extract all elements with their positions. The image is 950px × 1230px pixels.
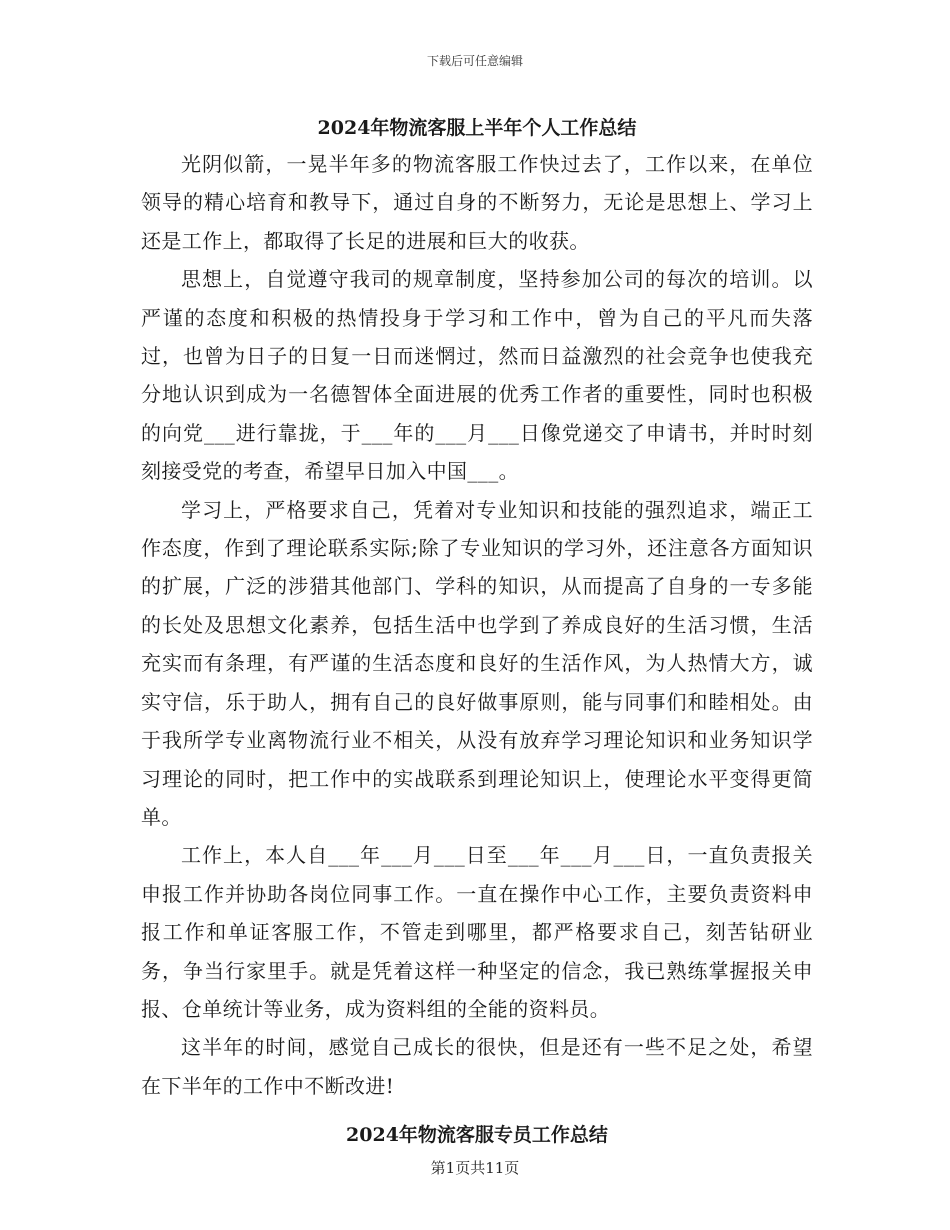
paragraph-intro: 光阴似箭，一晃半年多的物流客服工作快过去了，工作以来，在单位领导的精心培育和教导下，通过自身的不断努力，无论是思想上、学习上还是工作上，都取得了长足的进展和巨大的收获。 [141, 152, 813, 253]
next-section-title: 2024年物流客服专员工作总结 [346, 1124, 608, 1147]
page-footer: 第1页共11页 [430, 1159, 520, 1177]
document-title: 2024年物流客服上半年个人工作总结 [317, 117, 637, 139]
paragraph-work: 工作上，本人自___年___月___日至___年___月___日，一直负责报关申报工作并协助各岗位同事工作。一直在操作中心工作，主要负责资料申报工作和单证客服工作，不管走到哪里，都严格要求自己，刻苦钻研业务，争当行家里手。就是凭着这样一种坚定的信念，我已熟练掌握报关申报、仓单统计等业务，成为资料组的全能的资料员。 [141, 843, 813, 1021]
page-header: 下载后可任意编辑 [426, 54, 523, 68]
paragraph-study: 学习上，严格要求自己，凭着对专业知识和技能的强烈追求，端正工作态度，作到了理论联系实际;除了专业知识的学习外，还注意各方面知识的扩展，广泛的涉猎其他部门、学科的知识，从而提高了自身的一专多能的长处及思想文化素养，包括生活中也学到了养成良好的生活习惯，生活充实而有条理，有严谨的生活态度和良好的生活作风，为人热情大方，诚实守信，乐于助人，拥有自己的良好做事原则，能与同事们和睦相处。由于我所学专业离物流行业不相关，从没有放弃学习理论知识和业务知识学习理论的同时，把工作中的实战联系到理论知识上，使理论水平变得更简单。 [141, 497, 813, 829]
paragraph-conclusion: 这半年的时间，感觉自己成长的很快，但是还有一些不足之处，希望在下半年的工作中不断改进! [141, 1035, 813, 1098]
paragraph-thought: 思想上，自觉遵守我司的规章制度，坚持参加公司的每次的培训。以严谨的态度和积极的热情投身于学习和工作中，曾为自己的平凡而失落过，也曾为日子的日复一日而迷惘过，然而日益激烈的社会竞争也使我充分地认识到成为一名德智体全面进展的优秀工作者的重要性，同时也积极的向党___进行靠拢，于___年的___月___日像党递交了申请书，并时时刻刻接受党的考查，希望早日加入中国___。 [141, 267, 813, 484]
document-body [141, 112, 813, 1165]
